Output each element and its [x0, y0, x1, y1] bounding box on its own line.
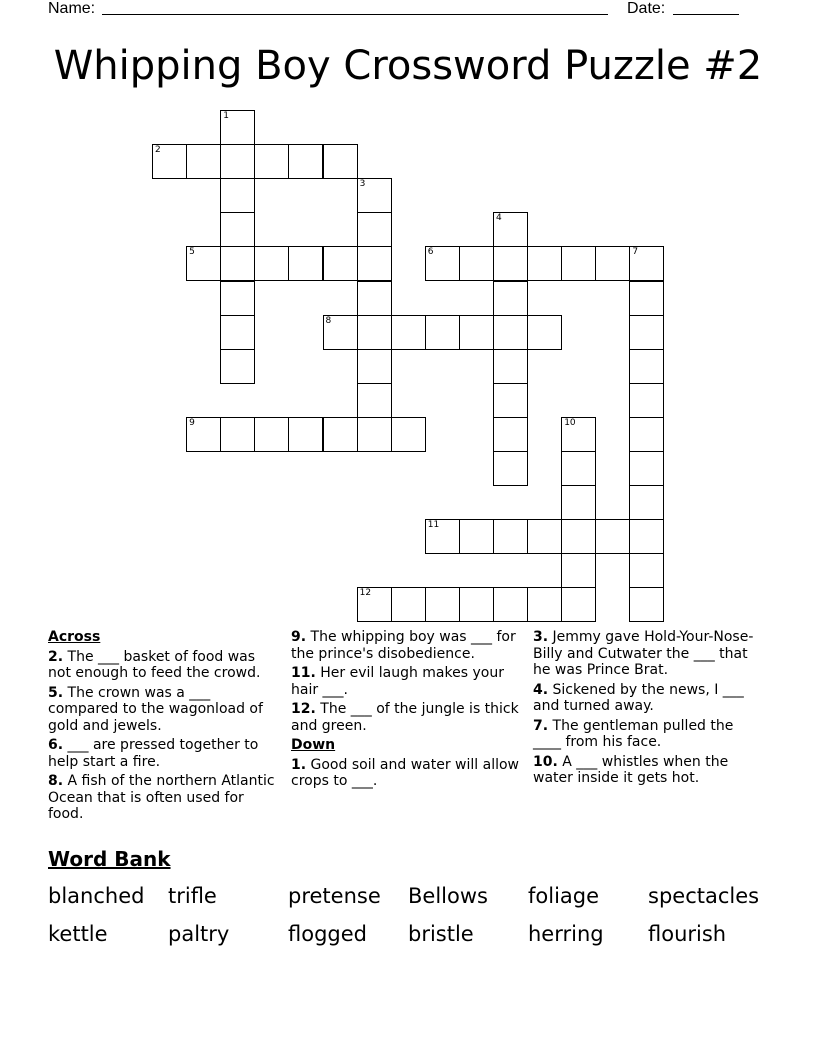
- grid-cell[interactable]: [220, 212, 255, 247]
- clue-down-3: [533, 629, 765, 679]
- grid-cell[interactable]: [561, 553, 596, 588]
- word-bank-item: herring: [528, 922, 604, 946]
- grid-cell[interactable]: [254, 144, 289, 179]
- clue-number-label: 8: [325, 315, 332, 326]
- grid-cell[interactable]: [493, 383, 528, 418]
- word-bank-title: Word Bank: [48, 847, 171, 871]
- clue-across-9: [291, 629, 519, 662]
- grid-cell[interactable]: [629, 587, 664, 622]
- clues-column-2: [291, 629, 519, 793]
- grid-cell[interactable]: [629, 383, 664, 418]
- grid-cell[interactable]: [425, 587, 460, 622]
- clue-across-12: [291, 701, 519, 734]
- grid-cell[interactable]: [459, 246, 494, 281]
- grid-cell[interactable]: [220, 144, 255, 179]
- clue-number: 10.: [533, 753, 558, 770]
- grid-cell[interactable]: [493, 349, 528, 384]
- grid-cell[interactable]: [629, 553, 664, 588]
- clue-down-10: [533, 754, 765, 787]
- clue-number-label: 4: [496, 213, 502, 224]
- grid-cell[interactable]: [527, 587, 562, 622]
- grid-cell[interactable]: [425, 246, 460, 281]
- clue-text: The whipping boy was ___ for the prince's disobedience.: [291, 629, 516, 662]
- grid-cell[interactable]: [493, 587, 528, 622]
- grid-cell[interactable]: [391, 417, 426, 452]
- clue-number: 4.: [533, 681, 549, 698]
- grid-cell[interactable]: [561, 519, 596, 554]
- grid-cell[interactable]: [391, 587, 426, 622]
- grid-cell[interactable]: [595, 519, 630, 554]
- grid-cell[interactable]: [493, 451, 528, 486]
- clue-across-8: [48, 773, 276, 823]
- word-bank-item: flogged: [288, 922, 367, 946]
- grid-cell[interactable]: [459, 587, 494, 622]
- clue-number: 5.: [48, 684, 64, 701]
- grid-cell[interactable]: [254, 417, 289, 452]
- grid-cell[interactable]: [357, 349, 392, 384]
- clue-text: Good soil and water will allow crops to ___.: [291, 756, 519, 789]
- word-bank-item: trifle: [168, 884, 217, 908]
- grid-cell[interactable]: [357, 587, 392, 622]
- clue-text: The ___ of the jungle is thick and green.: [291, 701, 519, 734]
- word-bank-item: foliage: [528, 884, 600, 908]
- down-heading: Down: [291, 737, 336, 753]
- grid-cell[interactable]: [629, 485, 664, 520]
- grid-cell[interactable]: [493, 246, 528, 281]
- word-bank-item: bristle: [408, 922, 474, 946]
- clue-number: 11.: [291, 665, 316, 681]
- clue-down-1: [291, 757, 519, 790]
- word-bank-item: pretense: [288, 884, 381, 908]
- grid-cell[interactable]: [629, 281, 664, 316]
- name-label: Name:: [48, 0, 96, 17]
- grid-cell[interactable]: [220, 178, 255, 213]
- clue-number-label: 5: [189, 247, 195, 258]
- grid-cell[interactable]: [425, 315, 460, 350]
- grid-cell[interactable]: [220, 281, 255, 316]
- clue-number-label: 10: [564, 417, 576, 428]
- clue-number-label: 7: [632, 247, 639, 258]
- grid-cell[interactable]: [629, 246, 664, 281]
- grid-cell[interactable]: [629, 349, 664, 384]
- grid-cell[interactable]: [629, 417, 664, 452]
- clue-text: Her evil laugh makes your hair ___.: [291, 665, 504, 698]
- grid-cell[interactable]: [220, 246, 255, 281]
- clue-text: Jemmy gave Hold-Your-Nose-Billy and Cutwater the ___ that he was Prince Brat.: [533, 629, 754, 678]
- date-label: Date:: [627, 0, 666, 17]
- grid-cell[interactable]: [595, 246, 630, 281]
- clue-number: 8.: [48, 773, 64, 789]
- word-bank-item: paltry: [168, 922, 230, 946]
- clue-number: 12.: [291, 701, 316, 717]
- grid-cell[interactable]: [186, 417, 221, 452]
- grid-cell[interactable]: [357, 246, 392, 281]
- clue-number: 9.: [291, 629, 307, 645]
- clue-across-2: [48, 649, 276, 682]
- grid-cell[interactable]: [493, 417, 528, 452]
- grid-cell[interactable]: [493, 281, 528, 316]
- across-heading: Across: [48, 629, 101, 645]
- clue-number-label: 11: [427, 520, 440, 531]
- grid-cell[interactable]: [220, 110, 255, 145]
- clue-text: The gentleman pulled the ____ from his face.: [533, 717, 734, 750]
- grid-cell[interactable]: [323, 315, 358, 350]
- grid-cell[interactable]: [323, 417, 358, 452]
- clue-number-label: 9: [189, 417, 195, 428]
- clue-number: 7.: [533, 717, 549, 734]
- grid-cell[interactable]: [220, 349, 255, 384]
- grid-cell[interactable]: [254, 246, 289, 281]
- clue-text: A ___ whistles when the water inside it gets hot.: [533, 753, 729, 786]
- grid-cell[interactable]: [323, 246, 358, 281]
- clue-down-4: [533, 682, 765, 715]
- grid-cell[interactable]: [220, 315, 255, 350]
- grid-cell[interactable]: [493, 315, 528, 350]
- grid-cell[interactable]: [323, 144, 358, 179]
- grid-cell[interactable]: [288, 144, 323, 179]
- clue-number-label: 1: [223, 111, 229, 121]
- clue-across-6: [48, 737, 276, 770]
- clue-across-11: [291, 665, 519, 698]
- word-bank-item: spectacles: [648, 884, 760, 908]
- clue-number: 1.: [291, 756, 307, 773]
- grid-cell[interactable]: [357, 178, 392, 213]
- clue-across-5: [48, 685, 276, 735]
- clue-text: A fish of the northern Atlantic Ocean that is often used for food.: [48, 773, 275, 822]
- clue-number-label: 12: [359, 588, 372, 599]
- page-title: Whipping Boy Crossword Puzzle #2: [53, 43, 763, 89]
- clues-column-1: [48, 629, 276, 826]
- grid-cell[interactable]: [629, 519, 664, 554]
- clue-text: The ___ basket of food was not enough to feed the crowd.: [48, 648, 261, 681]
- grid-cell[interactable]: [459, 519, 494, 554]
- grid-cell[interactable]: [357, 212, 392, 247]
- word-bank-item: blanched: [48, 884, 145, 908]
- grid-cell[interactable]: [220, 417, 255, 452]
- grid-cell[interactable]: [527, 519, 562, 554]
- clue-down-7: [533, 718, 765, 751]
- grid-cell[interactable]: [561, 587, 596, 622]
- grid-cell[interactable]: [527, 246, 562, 281]
- grid-cell[interactable]: [527, 315, 562, 350]
- clue-number: 6.: [48, 737, 64, 753]
- word-bank-item: flourish: [648, 922, 727, 946]
- clue-number: 2.: [48, 648, 64, 665]
- grid-cell[interactable]: [357, 383, 392, 418]
- clue-number-label: 3: [359, 179, 366, 190]
- grid-cell[interactable]: [186, 246, 221, 281]
- clue-text: ___ are pressed together to help start a fire.: [48, 737, 259, 770]
- grid-cell[interactable]: [391, 315, 426, 350]
- grid-cell[interactable]: [152, 144, 187, 179]
- clue-text: Sickened by the news, I ___ and turned away.: [533, 681, 744, 714]
- clues-column-3: [533, 629, 765, 790]
- grid-cell[interactable]: [561, 485, 596, 520]
- grid-cell[interactable]: [561, 246, 596, 281]
- grid-cell[interactable]: [629, 315, 664, 350]
- grid-cell[interactable]: [425, 519, 460, 554]
- grid-cell[interactable]: [493, 212, 528, 247]
- clue-text: The crown was a ___ compared to the wagonload of gold and jewels.: [48, 684, 263, 734]
- grid-cell[interactable]: [357, 315, 392, 350]
- grid-cell[interactable]: [459, 315, 494, 350]
- grid-cell[interactable]: [288, 417, 323, 452]
- grid-cell[interactable]: [629, 451, 664, 486]
- grid-cell[interactable]: [561, 451, 596, 486]
- clue-number-label: 6: [427, 247, 434, 258]
- grid-cell[interactable]: [561, 417, 596, 452]
- grid-cell[interactable]: [186, 144, 221, 179]
- clue-number-label: 2: [155, 145, 161, 156]
- grid-cell[interactable]: [357, 281, 392, 316]
- word-bank-item: kettle: [48, 922, 108, 946]
- word-bank-item: Bellows: [408, 884, 488, 908]
- grid-cell[interactable]: [493, 519, 528, 554]
- grid-cell[interactable]: [357, 417, 392, 452]
- grid-cell[interactable]: [288, 246, 323, 281]
- clue-number: 3.: [533, 629, 549, 645]
